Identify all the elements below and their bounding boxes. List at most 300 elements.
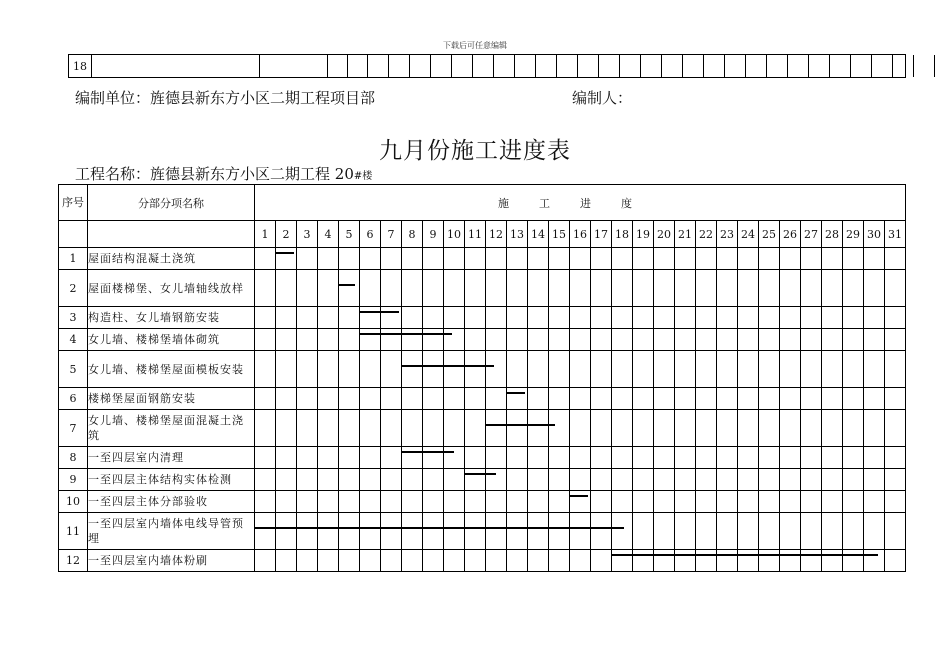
task-number: 5: [59, 351, 88, 388]
previous-row-divider: [661, 55, 662, 77]
day-cell: [633, 307, 654, 329]
day-cell: [696, 270, 717, 307]
day-cell: [486, 270, 507, 307]
day-cell: [276, 270, 297, 307]
day-cell: [423, 270, 444, 307]
day-cell: [318, 351, 339, 388]
day-cell: [864, 329, 885, 351]
day-cell: [675, 513, 696, 550]
task-row: [59, 248, 906, 270]
day-cell: [444, 307, 465, 329]
day-header: 3: [297, 221, 318, 248]
day-cell: [633, 410, 654, 447]
day-cell: [318, 447, 339, 469]
day-cell: [570, 491, 591, 513]
day-cell: [528, 469, 549, 491]
day-cell: [507, 307, 528, 329]
day-cell: [381, 270, 402, 307]
day-cell: [801, 270, 822, 307]
gantt-bar: [255, 527, 625, 529]
day-cell: [339, 270, 360, 307]
gantt-bar: [612, 554, 879, 556]
day-cell: [507, 469, 528, 491]
day-cell: [633, 270, 654, 307]
day-cell: [885, 329, 906, 351]
task-name: 屋面楼梯堡、女儿墙轴线放样: [88, 270, 255, 307]
day-cell: [570, 410, 591, 447]
day-cell: [318, 513, 339, 550]
day-header: 9: [423, 221, 444, 248]
day-cell: [885, 351, 906, 388]
day-cell: [276, 447, 297, 469]
day-cell: [885, 270, 906, 307]
previous-row-divider: [724, 55, 725, 77]
day-cell: [885, 410, 906, 447]
day-header: 16: [570, 221, 591, 248]
day-cell: [360, 388, 381, 410]
day-cell: [780, 248, 801, 270]
day-cell: [444, 388, 465, 410]
day-cell: [864, 469, 885, 491]
day-cell: [675, 469, 696, 491]
day-cell: [717, 329, 738, 351]
day-cell: [759, 513, 780, 550]
task-row: [59, 351, 906, 388]
project-label: 工程名称：旌德县新东方小区二期工程 20: [75, 165, 354, 183]
page-title: 九月份施工进度表: [379, 138, 571, 164]
day-cell: [591, 513, 612, 550]
day-cell: [675, 550, 696, 572]
day-cell: [423, 410, 444, 447]
day-cell: [696, 388, 717, 410]
gantt-bar: [570, 495, 589, 497]
day-cell: [843, 329, 864, 351]
day-cell: [444, 329, 465, 351]
day-cell: [738, 307, 759, 329]
day-cell: [717, 270, 738, 307]
day-cell: [423, 388, 444, 410]
day-cell: [444, 469, 465, 491]
day-cell: [507, 329, 528, 351]
day-cell: [570, 329, 591, 351]
previous-row-divider: [535, 55, 536, 77]
day-cell: [612, 469, 633, 491]
day-header: 4: [318, 221, 339, 248]
day-cell: [549, 491, 570, 513]
day-cell: [843, 550, 864, 572]
day-header: 14: [528, 221, 549, 248]
task-number: 4: [59, 329, 88, 351]
day-cell: [423, 329, 444, 351]
day-cell: [822, 248, 843, 270]
day-cell: [864, 513, 885, 550]
day-cell: [780, 270, 801, 307]
day-cell: [507, 447, 528, 469]
day-cell: [885, 513, 906, 550]
previous-row-divider: [409, 55, 410, 77]
day-cell: [654, 270, 675, 307]
day-cell: [570, 550, 591, 572]
previous-row-divider: [347, 55, 348, 77]
day-cell: [444, 270, 465, 307]
day-cell: [297, 491, 318, 513]
day-cell: [822, 469, 843, 491]
day-header: 27: [801, 221, 822, 248]
day-cell: [549, 513, 570, 550]
task-number: 9: [59, 469, 88, 491]
previous-row-divider: [829, 55, 830, 77]
day-cell: [423, 550, 444, 572]
day-cell: [528, 388, 549, 410]
day-cell: [276, 248, 297, 270]
day-cell: [633, 329, 654, 351]
day-cell: [885, 550, 906, 572]
task-name: 楼梯堡屋面钢筋安装: [88, 388, 255, 410]
day-cell: [528, 550, 549, 572]
previous-row-divider: [451, 55, 452, 77]
day-cell: [591, 491, 612, 513]
day-cell: [297, 513, 318, 550]
day-cell: [297, 351, 318, 388]
compiling-unit: 编制单位：旌德县新东方小区二期工程项目部: [75, 89, 376, 107]
day-header: 31: [885, 221, 906, 248]
day-cell: [759, 469, 780, 491]
day-cell: [402, 447, 423, 469]
day-cell: [486, 469, 507, 491]
day-cell: [591, 248, 612, 270]
task-name: 女儿墙、楼梯堡屋面模板安装: [88, 351, 255, 388]
day-cell: [381, 388, 402, 410]
day-cell: [465, 351, 486, 388]
day-cell: [360, 410, 381, 447]
day-cell: [360, 329, 381, 351]
day-cell: [402, 550, 423, 572]
day-cell: [675, 329, 696, 351]
day-cell: [654, 469, 675, 491]
day-cell: [360, 248, 381, 270]
day-header: 10: [444, 221, 465, 248]
day-cell: [675, 388, 696, 410]
gantt-bar: [486, 424, 555, 426]
day-cell: [486, 513, 507, 550]
day-cell: [528, 491, 549, 513]
day-cell: [696, 351, 717, 388]
task-number: 2: [59, 270, 88, 307]
previous-row-divider: [745, 55, 746, 77]
day-cell: [549, 550, 570, 572]
day-cell: [570, 307, 591, 329]
day-cell: [843, 388, 864, 410]
day-cell: [507, 270, 528, 307]
day-cell: [654, 491, 675, 513]
day-cell: [591, 550, 612, 572]
day-cell: [402, 248, 423, 270]
day-cell: [780, 388, 801, 410]
day-cell: [465, 329, 486, 351]
day-cell: [570, 351, 591, 388]
day-cell: [843, 469, 864, 491]
day-cell: [549, 447, 570, 469]
day-cell: [423, 469, 444, 491]
day-cell: [570, 447, 591, 469]
task-number: 7: [59, 410, 88, 447]
day-cell: [780, 469, 801, 491]
day-cell: [885, 491, 906, 513]
day-cell: [444, 351, 465, 388]
task-name: 女儿墙、楼梯堡屋面混凝土浇筑: [88, 410, 255, 447]
day-cell: [633, 248, 654, 270]
day-cell: [570, 469, 591, 491]
day-cell: [738, 469, 759, 491]
name-header: 分部分项名称: [88, 185, 255, 221]
day-cell: [822, 410, 843, 447]
day-cell: [528, 513, 549, 550]
day-cell: [696, 410, 717, 447]
gantt-bar: [402, 365, 494, 367]
task-row: [59, 307, 906, 329]
day-cell: [822, 550, 843, 572]
day-cell: [843, 491, 864, 513]
day-cell: [486, 307, 507, 329]
day-cell: [318, 469, 339, 491]
day-cell: [885, 447, 906, 469]
day-cell: [507, 550, 528, 572]
day-cell: [717, 351, 738, 388]
day-cell: [780, 447, 801, 469]
day-cell: [276, 550, 297, 572]
day-cell: [528, 248, 549, 270]
day-header: 21: [675, 221, 696, 248]
day-cell: [381, 307, 402, 329]
day-cell: [759, 329, 780, 351]
day-cell: [360, 351, 381, 388]
day-cell: [549, 329, 570, 351]
day-cell: [276, 513, 297, 550]
day-cell: [318, 248, 339, 270]
day-cell: [843, 410, 864, 447]
task-number: 11: [59, 513, 88, 550]
day-row-blank-seq: [59, 221, 88, 248]
schedule-table: [58, 184, 906, 572]
day-cell: [654, 388, 675, 410]
previous-row-divider: [850, 55, 851, 77]
day-cell: [255, 388, 276, 410]
day-cell: [864, 351, 885, 388]
day-cell: [402, 410, 423, 447]
day-cell: [801, 351, 822, 388]
day-cell: [276, 307, 297, 329]
day-cell: [465, 270, 486, 307]
progress-header: 施工进度: [255, 185, 906, 221]
day-cell: [339, 388, 360, 410]
day-cell: [591, 351, 612, 388]
day-cell: [780, 410, 801, 447]
day-cell: [738, 513, 759, 550]
day-cell: [696, 248, 717, 270]
day-cell: [360, 307, 381, 329]
day-cell: [255, 513, 276, 550]
day-cell: [591, 388, 612, 410]
day-cell: [381, 248, 402, 270]
day-cell: [255, 248, 276, 270]
day-cell: [423, 248, 444, 270]
day-cell: [780, 329, 801, 351]
day-header: 23: [717, 221, 738, 248]
day-cell: [612, 388, 633, 410]
day-cell: [780, 550, 801, 572]
previous-row-number: 18: [69, 55, 92, 77]
day-cell: [339, 351, 360, 388]
day-cell: [276, 491, 297, 513]
day-cell: [654, 248, 675, 270]
day-cell: [297, 469, 318, 491]
day-cell: [486, 388, 507, 410]
day-cell: [528, 447, 549, 469]
day-cell: [570, 270, 591, 307]
day-cell: [759, 491, 780, 513]
day-cell: [381, 491, 402, 513]
day-cell: [738, 248, 759, 270]
day-cell: [486, 351, 507, 388]
day-cell: [339, 513, 360, 550]
day-cell: [654, 410, 675, 447]
day-header: 18: [612, 221, 633, 248]
day-cell: [486, 550, 507, 572]
previous-row-divider: [493, 55, 494, 77]
day-cell: [444, 410, 465, 447]
day-cell: [822, 491, 843, 513]
task-row: [59, 270, 906, 307]
task-row: [59, 329, 906, 351]
day-cell: [780, 307, 801, 329]
day-cell: [423, 307, 444, 329]
day-cell: [465, 491, 486, 513]
day-cell: [759, 270, 780, 307]
day-cell: [738, 447, 759, 469]
day-cell: [381, 351, 402, 388]
day-cell: [570, 248, 591, 270]
day-cell: [360, 513, 381, 550]
day-cell: [549, 388, 570, 410]
previous-row-divider: [259, 55, 260, 77]
day-cell: [444, 248, 465, 270]
day-cell: [318, 410, 339, 447]
day-cell: [612, 410, 633, 447]
day-cell: [339, 469, 360, 491]
day-cell: [822, 329, 843, 351]
day-header: 20: [654, 221, 675, 248]
gantt-bar: [276, 252, 295, 254]
day-cell: [255, 447, 276, 469]
task-row: [59, 410, 906, 447]
day-cell: [801, 447, 822, 469]
day-cell: [696, 469, 717, 491]
day-cell: [675, 307, 696, 329]
day-cell: [738, 270, 759, 307]
task-name: 一至四层室内清理: [88, 447, 255, 469]
day-cell: [402, 469, 423, 491]
day-cell: [591, 447, 612, 469]
previous-row-divider: [703, 55, 704, 77]
day-header: 22: [696, 221, 717, 248]
day-cell: [738, 491, 759, 513]
task-name: 一至四层主体结构实体检测: [88, 469, 255, 491]
day-cell: [717, 410, 738, 447]
seq-header: 序号: [59, 185, 88, 221]
day-cell: [318, 329, 339, 351]
gantt-bar: [402, 451, 455, 453]
day-cell: [255, 270, 276, 307]
day-cell: [759, 410, 780, 447]
day-cell: [822, 513, 843, 550]
task-number: 6: [59, 388, 88, 410]
day-cell: [612, 307, 633, 329]
day-cell: [507, 351, 528, 388]
day-cell: [549, 307, 570, 329]
day-cell: [864, 388, 885, 410]
day-cell: [549, 270, 570, 307]
day-cell: [675, 351, 696, 388]
day-cell: [465, 248, 486, 270]
day-cell: [759, 388, 780, 410]
day-cell: [381, 329, 402, 351]
day-cell: [423, 513, 444, 550]
day-cell: [612, 513, 633, 550]
day-cell: [528, 270, 549, 307]
day-header: 28: [822, 221, 843, 248]
task-row: [59, 447, 906, 469]
day-cell: [654, 513, 675, 550]
day-cell: [276, 410, 297, 447]
day-cell: [591, 410, 612, 447]
previous-row-divider: [640, 55, 641, 77]
day-cell: [843, 351, 864, 388]
day-header: 29: [843, 221, 864, 248]
day-cell: [339, 410, 360, 447]
day-header: 12: [486, 221, 507, 248]
day-cell: [486, 248, 507, 270]
day-cell: [402, 270, 423, 307]
day-cell: [318, 388, 339, 410]
day-header: 1: [255, 221, 276, 248]
day-cell: [822, 447, 843, 469]
day-cell: [486, 329, 507, 351]
day-cell: [465, 447, 486, 469]
day-cell: [780, 513, 801, 550]
day-cell: [507, 248, 528, 270]
day-cell: [465, 469, 486, 491]
day-cell: [864, 410, 885, 447]
day-cell: [570, 513, 591, 550]
day-cell: [465, 550, 486, 572]
day-cell: [717, 248, 738, 270]
day-cell: [843, 307, 864, 329]
day-header: 7: [381, 221, 402, 248]
day-cell: [486, 447, 507, 469]
task-number: 8: [59, 447, 88, 469]
day-cell: [717, 550, 738, 572]
day-cell: [339, 307, 360, 329]
day-cell: [465, 307, 486, 329]
day-cell: [255, 410, 276, 447]
day-cell: [465, 410, 486, 447]
previous-row-divider: [892, 55, 893, 77]
day-cell: [402, 513, 423, 550]
compiler-label: 编制人：: [572, 89, 633, 107]
day-cell: [297, 410, 318, 447]
task-name: 女儿墙、楼梯堡墙体砌筑: [88, 329, 255, 351]
day-cell: [255, 550, 276, 572]
